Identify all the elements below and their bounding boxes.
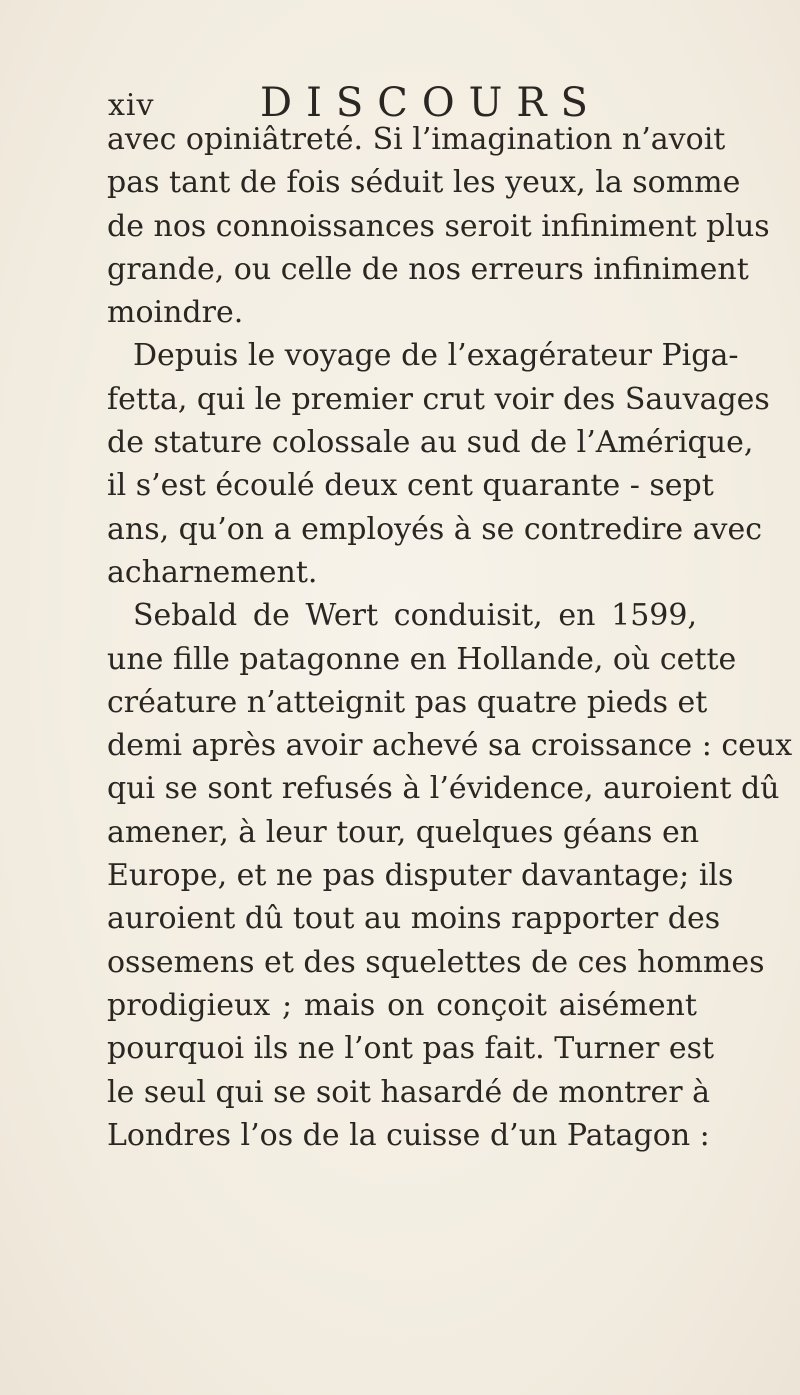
text-line: pas tant de fois séduit les yeux, la somme xyxy=(107,165,741,201)
text-line: fetta, qui le premier crut voir des Sauvages xyxy=(107,381,770,417)
text-line: qui se sont refusés à l’évidence, auroient dû xyxy=(107,771,780,807)
text-line: moindre. xyxy=(107,295,244,331)
text-line: une fille patagonne en Hollande, où cette xyxy=(107,641,737,677)
text-line: ans, qu’on a employés à se contredire avec xyxy=(107,511,763,547)
text-line: le seul qui se soit hasardé de montrer à xyxy=(107,1074,711,1110)
body-text xyxy=(107,118,793,1157)
page-number: xiv xyxy=(108,88,155,123)
text-line: de stature colossale au sud de l’Amérique, xyxy=(107,425,754,461)
text-line: pourquoi ils ne l’ont pas fait. Turner est xyxy=(107,1031,715,1067)
text-line: amener, à leur tour, quelques géans en xyxy=(107,814,700,850)
text-line: acharnement. xyxy=(107,554,318,590)
text-line: Europe, et ne pas disputer davantage; ils xyxy=(107,858,734,894)
text-line: avec opiniâtreté. Si l’imagination n’avoit xyxy=(107,122,726,157)
text-line: ossemens et des squelettes de ces hommes xyxy=(107,944,765,980)
text-line: prodigieux ; mais on conçoit aisément xyxy=(107,987,697,1023)
text-line: Depuis le voyage de l’exagérateur Piga- xyxy=(133,338,739,374)
text-line: créature n’atteignit pas quatre pieds et xyxy=(107,684,708,720)
text-line: grande, ou celle de nos erreurs infiniment xyxy=(107,251,749,287)
text-line: auroient dû tout au moins rapporter des xyxy=(107,901,721,937)
text-line: de nos connoissances seroit infiniment plus xyxy=(107,208,770,244)
text-line: demi après avoir achevé sa croissance : ceux xyxy=(107,728,793,764)
text-line: Londres l’os de la cuisse d’un Patagon : xyxy=(107,1117,710,1153)
text-line: il s’est écoulé deux cent quarante - sept xyxy=(107,468,714,504)
running-head: DISCOURS xyxy=(260,80,602,126)
text-line: Sebald de Wert conduisit, en 1599, xyxy=(133,598,697,634)
